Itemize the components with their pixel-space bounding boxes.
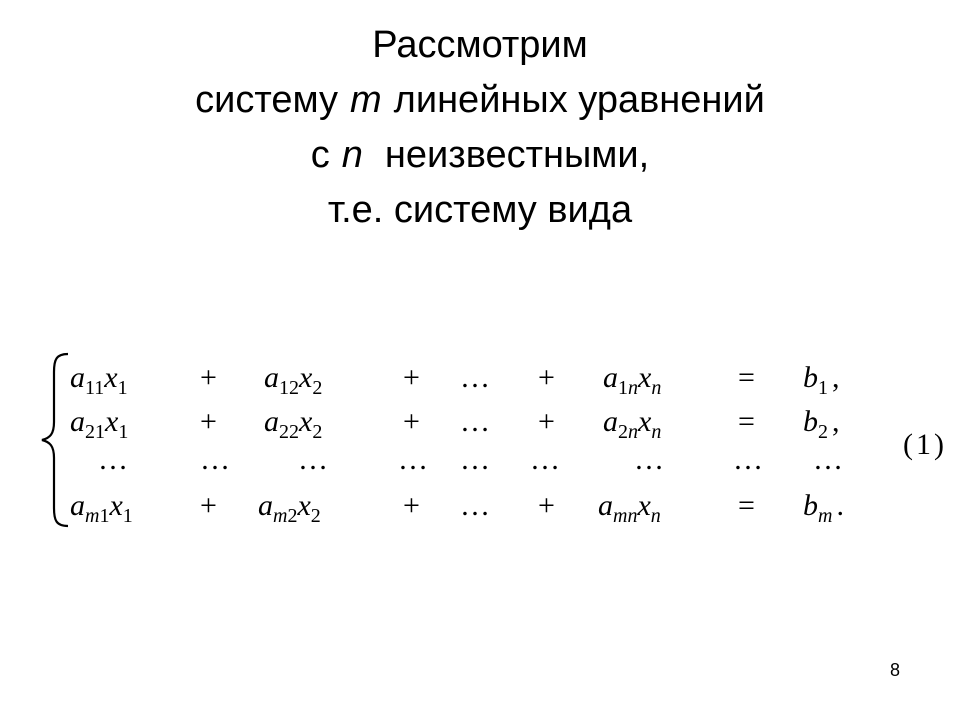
ellipsis: … xyxy=(460,443,490,476)
plus-sign: + xyxy=(200,489,217,522)
plus-sign: + xyxy=(538,405,555,438)
ellipsis: … xyxy=(460,489,490,522)
ellipsis: … xyxy=(398,443,428,476)
rhs-b1: $b_1$ , xyxy=(803,361,840,399)
rhs-b2: $b_2$ , xyxy=(803,405,840,443)
ellipsis: … xyxy=(634,443,664,476)
term-a12x2: $a_{12}x_2$ xyxy=(264,361,323,399)
rhs-bm: $b_m$ . xyxy=(803,489,844,527)
plus-sign: + xyxy=(403,405,420,438)
ellipsis: … xyxy=(733,443,763,476)
variable-m: m xyxy=(350,79,382,121)
term-am1x1: $a_{m1}x_1$ xyxy=(70,489,133,527)
term-amnxn: $a_{mn}x_n$ xyxy=(598,489,661,527)
left-brace-icon xyxy=(38,350,72,530)
ellipsis: … xyxy=(200,443,230,476)
term-a22x2: $a_{22}x_2$ xyxy=(264,405,323,443)
plus-sign: + xyxy=(538,361,555,394)
page-number: 8 xyxy=(889,660,900,680)
title-line-4: т.е. систему вида xyxy=(327,189,633,231)
title-line-3-before: с xyxy=(310,134,330,176)
equation-number: (1) xyxy=(903,428,947,461)
term-a11x1: $a_{11}x_1$ xyxy=(70,361,128,399)
equals-sign: = xyxy=(738,489,755,522)
variable-n: n xyxy=(341,134,363,176)
ellipsis: … xyxy=(530,443,560,476)
plus-sign: + xyxy=(538,489,555,522)
title-line-3-after: неизвестными, xyxy=(384,134,650,176)
ellipsis: … xyxy=(298,443,328,476)
equals-sign: = xyxy=(738,361,755,394)
plus-sign: + xyxy=(403,361,420,394)
plus-sign: + xyxy=(403,489,420,522)
slide-title xyxy=(0,18,960,238)
ellipsis: … xyxy=(460,405,490,438)
term-a2nxn: $a_{2n}x_n$ xyxy=(603,405,662,443)
ellipsis: … xyxy=(460,361,490,394)
title-line-3 xyxy=(0,128,960,183)
ellipsis: … xyxy=(98,443,128,476)
title-line-2-after: линейных уравнений xyxy=(393,79,765,121)
title-line-2-before: систему xyxy=(195,79,339,121)
equation-system xyxy=(38,350,918,530)
plus-sign: + xyxy=(200,405,217,438)
equals-sign: = xyxy=(738,405,755,438)
term-a21x1: $a_{21}x_1$ xyxy=(70,405,129,443)
term-am2x2: $a_{m2}x_2$ xyxy=(258,489,321,527)
term-a1nxn: $a_{1n}x_n$ xyxy=(603,361,662,399)
title-line-1: Рассмотрим xyxy=(372,24,588,66)
plus-sign: + xyxy=(200,361,217,394)
title-line-2 xyxy=(0,73,960,128)
ellipsis: … xyxy=(813,443,843,476)
